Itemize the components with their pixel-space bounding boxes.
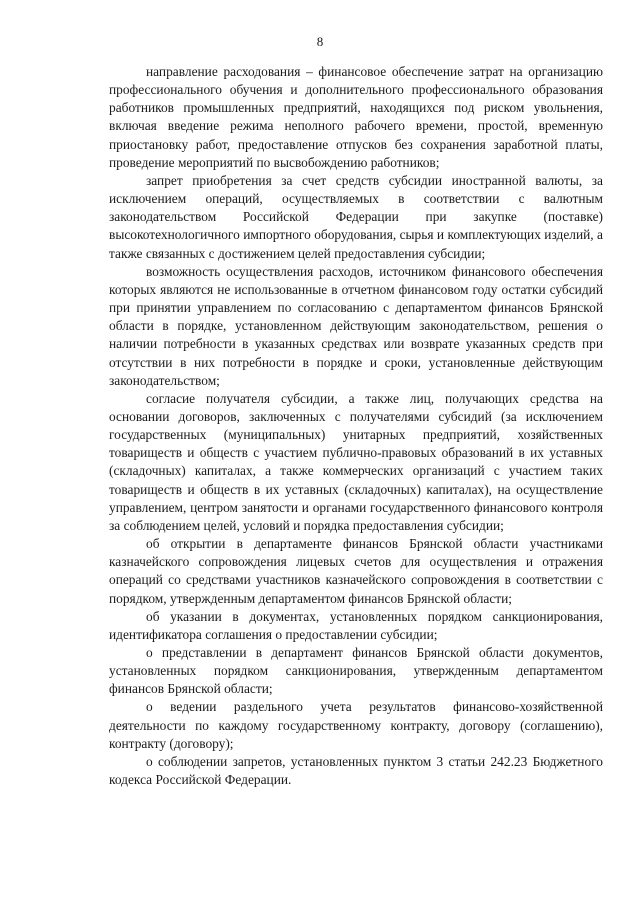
paragraph-separate-accounting: о ведении раздельного учета результатов финансово-хозяйственной деятельности по каждому государственному контракту, договору (соглашению), контракту (договору); [109, 699, 603, 751]
paragraph-funding-direction: направление расходования – финансовое обеспечение затрат на организацию профессионального обучения и дополнительного профессионального образования работников промышленных предприятий, находящихся под риском увольнения, включая введение режима неполного рабочего времени, простой, временную приостановку работ, предоставление отпусков без сохранения заработной платы, проведение мероприятий по высвобождению работников; [109, 64, 603, 170]
page-number: 8 [316, 34, 324, 49]
paragraph-unused-balances: возможность осуществления расходов, источником финансового обеспечения которых являются не использованные в отчетном финансовом году остатки субсидий при принятии управлением по согласованию с департаментом финансов Брянской области в порядке, установленном действующим законодательством, решения о наличии потребности в указанных средствах или возврате указанных средств при отсутствии в них потребности в порядке и сроки, установленные действующим законодательством; [109, 263, 603, 388]
paragraph-treasury-accounts: об открытии в департаменте финансов Брянской области участниками казначейского сопровождения лицевых счетов для осуществления и отражения операций со средствами участников казначейского сопровождения в соответствии с порядком, утвержденным департаментом финансов Брянской области; [109, 536, 603, 606]
paragraph-agreement-identifier: об указании в документах, установленных порядком санкционирования, идентификатора соглашения о предоставлении субсидии; [109, 608, 603, 642]
paragraph-recipient-consent: согласие получателя субсидии, а также лиц, получающих средства на основании договоров, заключенных с получателями субсидий (за исключением государственных (муниципальных) унитарных предприятий, хозяйственных товариществ и обществ с участием публично-правовых образований в их уставных (складочных) капиталах, а также коммерческих организаций с участием таких товариществ и обществ в их уставных (складочных) капиталах), на осуществление управлением, центром занятости и органами государственного финансового контроля за соблюдением целей, условий и порядка предоставления субсидии; [109, 390, 603, 533]
paragraph-compliance-prohibitions: о соблюдении запретов, установленных пунктом 3 статьи 242.23 Бюджетного кодекса Российской Федерации. [109, 753, 603, 788]
paragraph-documents-submission: о представлении в департамент финансов Брянской области документов, установленных порядком санкционирования, утвержденным департаментом финансов Брянской области; [109, 645, 603, 697]
paragraph-foreign-currency-ban: запрет приобретения за счет средств субсидии иностранной валюты, за исключением операций, осуществляемых в соответствии с валютным законодательством Российской Федерации при закупке (поставке) высокотехнологичного импортного оборудования, сырья и комплектующих изделий, а также связанных с достижением целей предоставления субсидии; [109, 172, 603, 261]
document-body [109, 63, 603, 789]
